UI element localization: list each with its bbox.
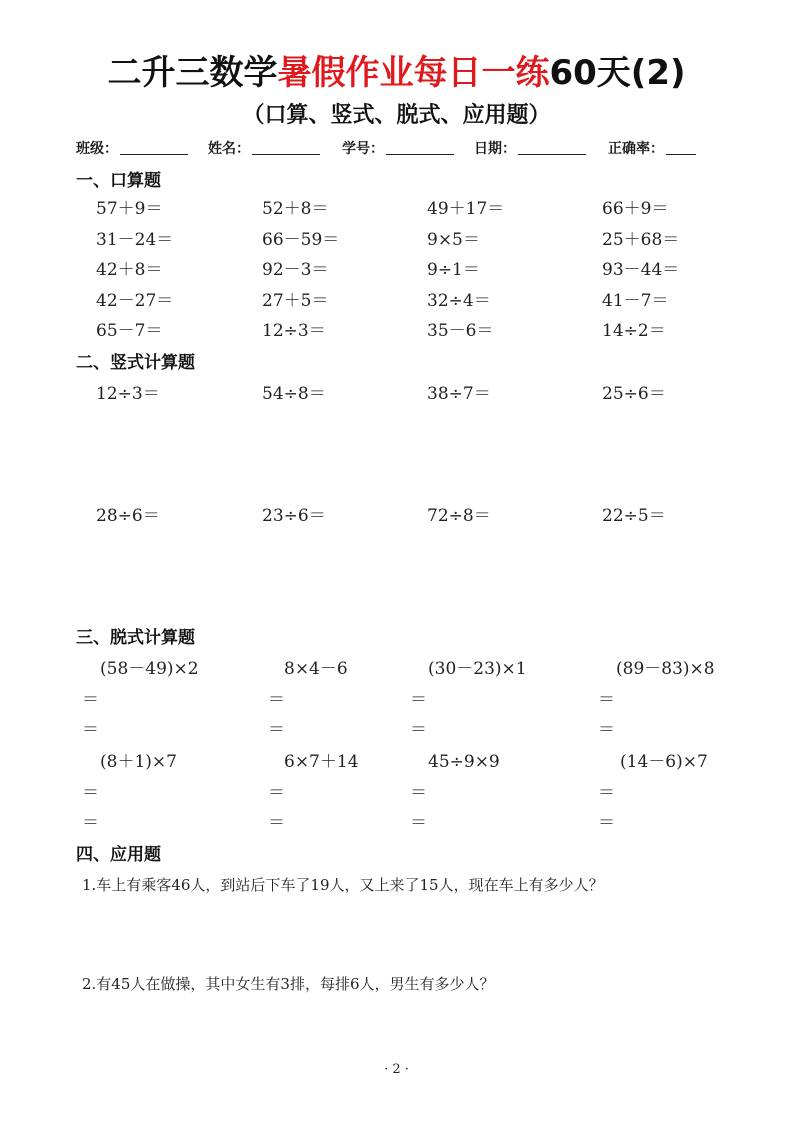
- title-highlight: 暑假作业每日一练: [277, 53, 550, 93]
- equals-sign: ＝: [268, 813, 285, 833]
- date-blank: [518, 138, 586, 155]
- word-problem-1: 1.车上有乘客46人，到站后下车了19人，又上来了15人，现在车上有多少人？: [82, 876, 604, 894]
- equals-sign: ＝: [598, 720, 615, 740]
- section-oral-heading: 一、口算题: [76, 171, 161, 191]
- equals-sign: ＝: [82, 690, 99, 710]
- equals-sign: ＝: [410, 783, 427, 803]
- vertical-problem: 38÷7＝: [427, 384, 491, 404]
- equals-sign: ＝: [82, 720, 99, 740]
- id-blank: [386, 138, 454, 155]
- page-title: [0, 48, 793, 98]
- page-subtitle: （口算、竖式、脱式、应用题）: [242, 103, 551, 128]
- oral-problem: 35－6＝: [427, 321, 494, 341]
- vertical-problem: 25÷6＝: [602, 384, 666, 404]
- equals-sign: ＝: [410, 690, 427, 710]
- class-label: 班级：: [76, 141, 118, 157]
- stepwise-problem: 6×7＋14: [284, 752, 359, 772]
- stepwise-problem: 8×4－6: [284, 659, 348, 679]
- oral-problem: 52＋8＝: [262, 199, 329, 219]
- class-blank: [120, 138, 188, 155]
- equals-sign: ＝: [268, 690, 285, 710]
- class-field: [76, 136, 188, 162]
- oral-problem: 25＋68＝: [602, 230, 680, 250]
- oral-problem: 31－24＝: [96, 230, 174, 250]
- oral-problem: 42－27＝: [96, 291, 174, 311]
- section-stepwise-heading: 三、脱式计算题: [76, 628, 195, 648]
- oral-problem: 49＋17＝: [427, 199, 505, 219]
- oral-problem: 66－59＝: [262, 230, 340, 250]
- vertical-problem: 54÷8＝: [262, 384, 326, 404]
- equals-sign: ＝: [598, 813, 615, 833]
- equals-sign: ＝: [268, 783, 285, 803]
- vertical-problem: 28÷6＝: [96, 506, 160, 526]
- stepwise-problem: (14－6)×7: [620, 752, 708, 772]
- section-word-problems-heading: 四、应用题: [76, 845, 161, 865]
- title-day: 60天(2): [549, 53, 686, 93]
- title-grade: 二升三数学: [107, 53, 278, 93]
- stepwise-problem: (89－83)×8: [616, 659, 715, 679]
- vertical-problem: 12÷3＝: [96, 384, 160, 404]
- equals-sign: ＝: [82, 783, 99, 803]
- vertical-problem: 72÷8＝: [427, 506, 491, 526]
- oral-problem: 92－3＝: [262, 260, 329, 280]
- name-label: 姓名：: [208, 141, 250, 157]
- student-info-row: [0, 136, 793, 162]
- equals-sign: ＝: [410, 813, 427, 833]
- oral-problem: 93－44＝: [602, 260, 680, 280]
- page-number: · 2 ·: [384, 1062, 409, 1077]
- equals-sign: ＝: [410, 720, 427, 740]
- date-label: 日期：: [474, 141, 516, 157]
- equals-sign: ＝: [82, 813, 99, 833]
- stepwise-problem: (8＋1)×7: [100, 752, 177, 772]
- vertical-problem: 22÷5＝: [602, 506, 666, 526]
- accuracy-field: [608, 136, 696, 162]
- oral-problem: 57＋9＝: [96, 199, 163, 219]
- stepwise-problem: (30－23)×1: [428, 659, 527, 679]
- equals-sign: ＝: [598, 783, 615, 803]
- equals-sign: ＝: [598, 690, 615, 710]
- date-field: [474, 136, 586, 162]
- oral-problem: 66＋9＝: [602, 199, 669, 219]
- oral-problem: 27＋5＝: [262, 291, 329, 311]
- vertical-problem: 23÷6＝: [262, 506, 326, 526]
- oral-problem: 65－7＝: [96, 321, 163, 341]
- oral-problem: 12÷3＝: [262, 321, 326, 341]
- oral-problem: 32÷4＝: [427, 291, 491, 311]
- oral-problem: 41－7＝: [602, 291, 669, 311]
- accuracy-blank: [666, 138, 696, 155]
- accuracy-label: 正确率：: [608, 141, 664, 157]
- stepwise-problem: (58－49)×2: [100, 659, 199, 679]
- oral-problem: 42＋8＝: [96, 260, 163, 280]
- equals-sign: ＝: [268, 720, 285, 740]
- id-field: [342, 136, 454, 162]
- stepwise-problem: 45÷9×9: [428, 752, 500, 772]
- word-problem-2: 2.有45人在做操，其中女生有3排，每排6人，男生有多少人？: [82, 975, 495, 993]
- oral-problem: 9×5＝: [427, 230, 480, 250]
- section-vertical-heading: 二、竖式计算题: [76, 353, 195, 373]
- oral-problem: 9÷1＝: [427, 260, 480, 280]
- name-field: [208, 136, 320, 162]
- oral-problem: 14÷2＝: [602, 321, 666, 341]
- name-blank: [252, 138, 320, 155]
- id-label: 学号：: [342, 141, 384, 157]
